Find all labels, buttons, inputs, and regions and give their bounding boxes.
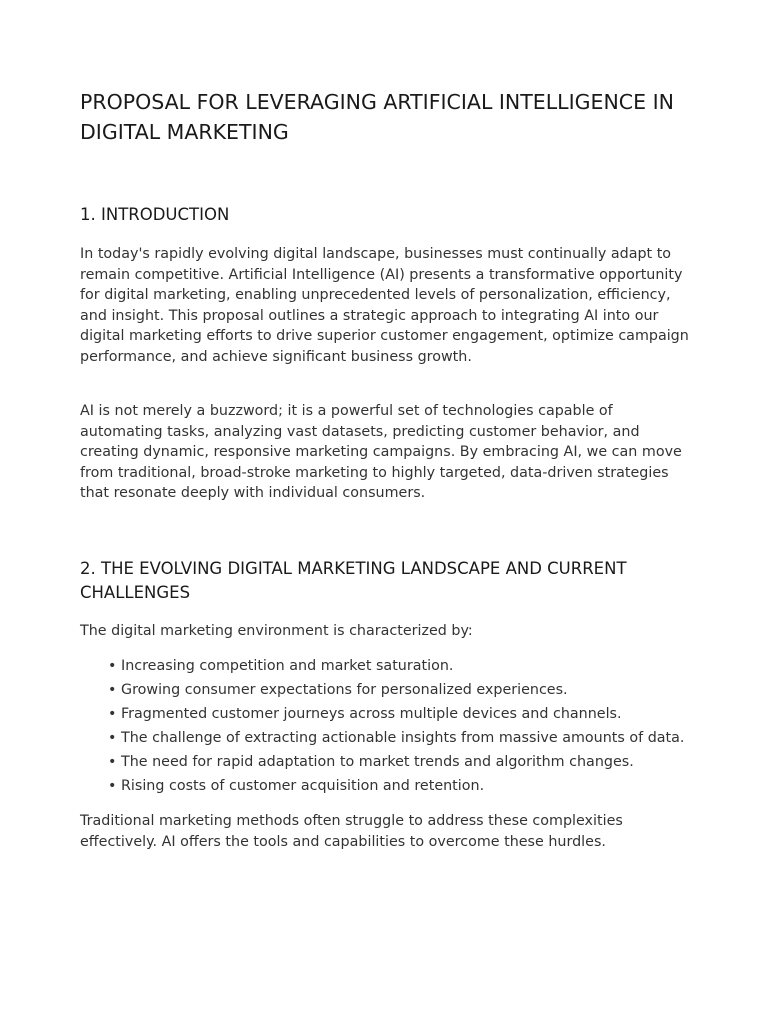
list-item: • Rising costs of customer acquisition and retention. bbox=[108, 774, 708, 798]
list-item: • The need for rapid adaptation to market trends and algorithm changes. bbox=[108, 750, 708, 774]
landscape-intro: The digital marketing environment is characterized by: bbox=[80, 623, 473, 639]
list-item: • The challenge of extracting actionable insights from massive amounts of data. bbox=[108, 726, 708, 750]
list-item: • Fragmented customer journeys across multiple devices and channels. bbox=[108, 702, 708, 726]
intro-paragraph-2: AI is not merely a buzzword; it is a powerful set of technologies capable of automating tasks, analyzing vast datasets, predicting customer behavior, and creating dynamic, responsive marketing campaigns. By embracing AI, we can move from traditional, broad-stroke marketing to highly targeted, data-driven strategies that resonate deeply with individual consumers. bbox=[80, 403, 682, 501]
document-title: PROPOSAL FOR LEVERAGING ARTIFICIAL INTELLIGENCE IN DIGITAL MARKETING bbox=[80, 90, 674, 144]
challenges-list bbox=[108, 654, 708, 798]
landscape-closing: Traditional marketing methods often struggle to address these complexities effectively. AI offers the tools and capabilities to overcome these hurdles. bbox=[80, 813, 623, 850]
section-heading-landscape: 2. THE EVOLVING DIGITAL MARKETING LANDSCAPE AND CURRENT CHALLENGES bbox=[80, 559, 627, 602]
section-heading-introduction: 1. INTRODUCTION bbox=[80, 205, 230, 224]
intro-paragraph-1: In today's rapidly evolving digital landscape, businesses must continually adapt to remain competitive. Artificial Intelligence (AI) presents a transformative opportunity for digital marketing, enabling unprecedented levels of personalization, efficiency, and insight. This proposal outlines a strategic approach to integrating AI into our digital marketing efforts to drive superior customer engagement, optimize campaign performance, and achieve significant business growth. bbox=[80, 246, 689, 365]
list-item: • Increasing competition and market saturation. bbox=[108, 654, 708, 678]
list-item: • Growing consumer expectations for personalized experiences. bbox=[108, 678, 708, 702]
